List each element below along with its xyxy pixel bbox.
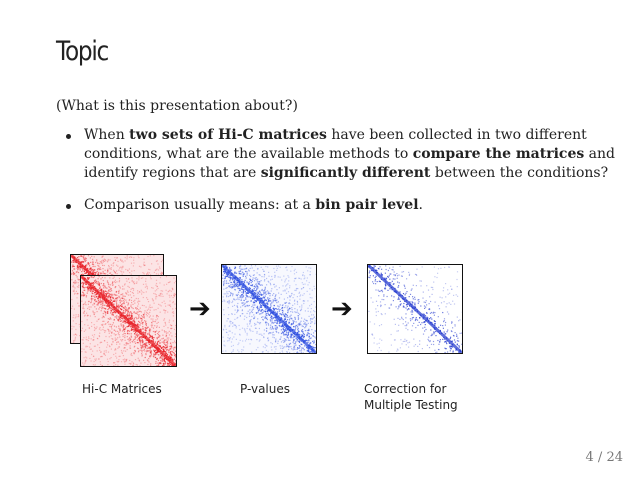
bullet-text: and identify regions that are [84,146,616,181]
bullet-text: between the conditions? [430,165,609,181]
right-arrow-icon: ➔ [189,294,211,324]
bullet-text: Comparison usually means: at a [84,197,316,213]
hic-matrix-heatmap-front [81,276,176,366]
bullet-emphasis: compare the matrices [412,146,585,162]
page-number: 4 / 24 [585,450,623,465]
corrected-matrix-heatmap [368,265,462,353]
right-arrow-icon: ➔ [331,294,353,324]
corrected-matrix [367,264,463,354]
caption-correction [364,381,458,413]
slide-title: Topic [56,36,108,67]
bullet-emphasis: bin pair level [315,197,419,213]
slide-subtitle: (What is this presentation about?) [56,98,298,114]
caption-correction-line2: Multiple Testing [364,398,458,412]
caption-correction-line1: Correction for [364,382,447,396]
caption-hic-matrices: Hi-C Matrices [82,382,162,396]
bullet-emphasis: significantly different [260,165,431,181]
caption-p-values: P-values [240,382,291,396]
bullet-text: . [418,197,423,213]
pvalue-matrix-heatmap [222,265,316,353]
bullet-text: have been collected in two different conditions, what are the available methods to [84,127,587,162]
pvalue-matrix [221,264,317,354]
bullet-emphasis: two sets of Hi-C matrices [129,127,327,143]
bullet-text: When [84,127,130,143]
hic-matrix-front [80,275,177,367]
